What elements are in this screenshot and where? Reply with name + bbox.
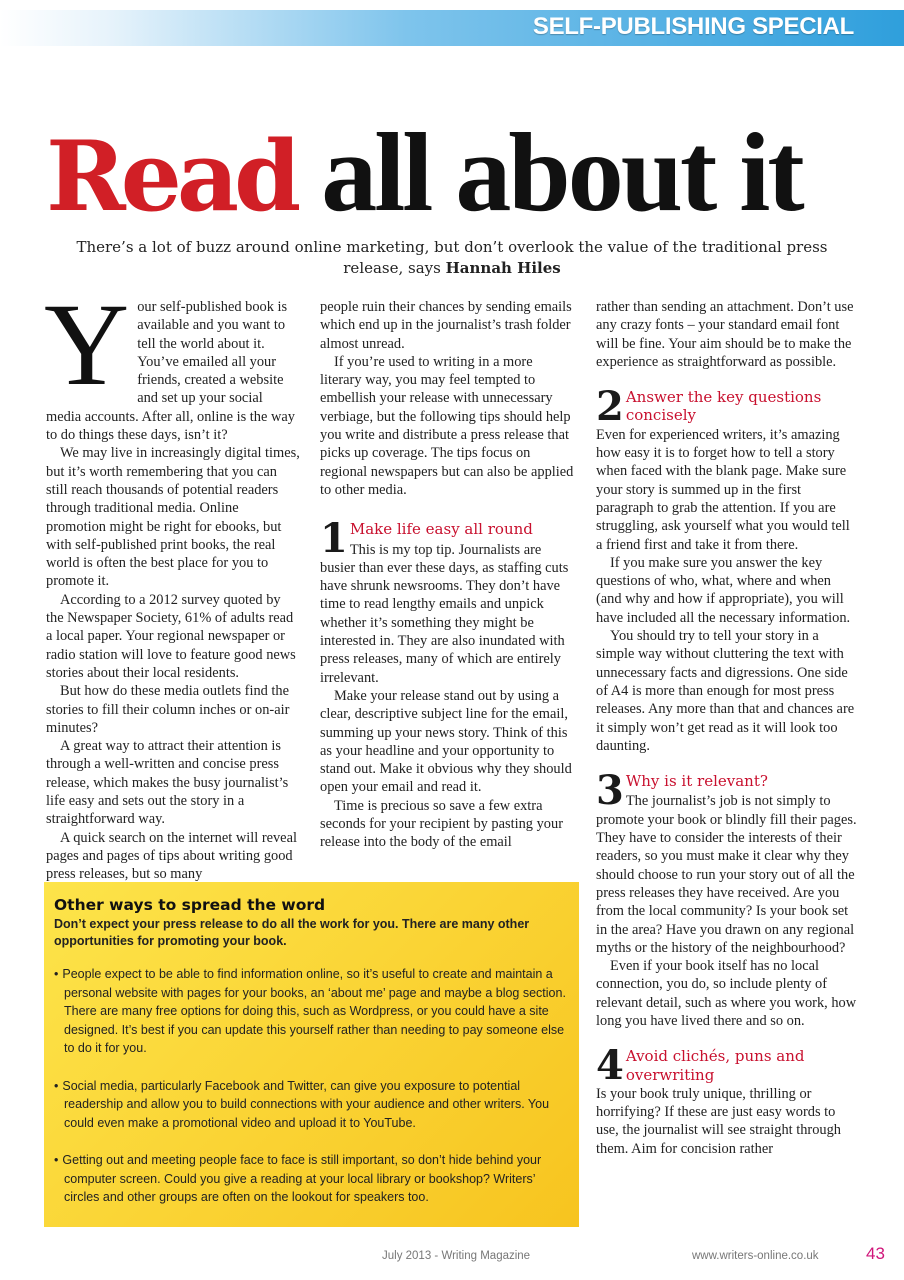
tip-number: 2 — [596, 389, 624, 426]
list-item: • People expect to be able to find information online, so it’s useful to create and maintain a personal website with pages for your books, an ‘about me’ page and maybe a blog section. There are many free options for doing this, such as Wordpress, or you could have a site designed. It’s best if you can update this yourself rather than needing to pay someone else to do it for you. — [54, 965, 569, 1058]
article-column-2 — [320, 298, 574, 852]
sidebar-box — [44, 882, 579, 1227]
drop-cap: Y — [44, 279, 130, 410]
body-paragraph: rather than sending an attachment. Don’t use any crazy fonts – your standard email font will be fine. Your aim should be to make the experience as straightforward as possible. — [596, 299, 854, 370]
tip-number: 3 — [596, 773, 624, 815]
article-column-1 — [44, 279, 300, 884]
body-paragraph: You should try to tell your story in a simple way without cluttering the text with unnecessary facts and digressions. One side of A4 is more than enough for most press releases. Any more than that and chances are it simply won’t get read as it will look too daunting. — [596, 628, 855, 754]
tip-title: Make life easy all round — [349, 521, 533, 539]
intro-paragraph — [44, 279, 300, 444]
article-column-3 — [596, 298, 858, 1158]
page-number: 43 — [866, 1244, 885, 1263]
body-paragraph: If you’re used to writing in a more literary way, you may feel tempted to embellish your release with unnecessary verbiage, but the following tips should help you write and distribute a press release that picks up coverage. The tips focus on regional newspapers but can also be applied to other media. — [320, 353, 574, 498]
banner-label: SELF-PUBLISHING SPECIAL — [532, 13, 854, 40]
intro-text: our self-published book is available and you want to tell the world about it. You’ve emailed all your friends, created a website and set up your social media accounts. After all, online is the way to do things these days, isn’t it? — [46, 299, 295, 444]
sidebar-intro: Don’t expect your press release to do all the work for you. There are many other opportunities for promoting your book. — [54, 917, 530, 948]
body-paragraph: people ruin their chances by sending emails which end up in the journalist’s trash folder almost unread. — [320, 299, 572, 352]
tip-title: Answer the key questions concisely — [625, 389, 822, 425]
tip-title: Avoid clichés, puns and overwriting — [625, 1048, 805, 1084]
tip-heading — [596, 389, 858, 426]
body-paragraph: Time is precious so save a few extra seconds for your recipient by pasting your release into the body of the email — [320, 797, 563, 851]
body-paragraph: The journalist’s job is not simply to promote your book or blindly fill their pages. They have to consider the interests of their readers, so you must make it clear why they should choose to run your story out of all the press releases they have received. Are you from the local community? Is your book set in the area? Have you drawn on any regional myths or the history of the neighbourhood? — [596, 793, 857, 956]
tip-title: Why is it relevant? — [625, 773, 768, 791]
tip-3 — [596, 773, 858, 1030]
footer-url: www.writers-online.co.uk — [692, 1250, 819, 1262]
body-paragraph: Make your release stand out by using a clear, descriptive subject line for the email, summing up your news story. Think of this as your headline and your opportunity to stand out. Make it obvious why they should open your email and read it. — [320, 687, 572, 796]
tip-number: 4 — [596, 1048, 624, 1085]
headline-red-word: Read — [46, 120, 297, 233]
standfirst-text: There’s a lot of buzz around online marketing, but don’t overlook the value of the traditional press release, says — [76, 238, 828, 277]
tip-2 — [596, 389, 858, 755]
body-paragraph: A great way to attract their attention is through a well-written and concise press release, which makes the busy journalist’s life easy and sets out the story in a straightforward way. — [46, 738, 289, 828]
tip-heading — [596, 1048, 858, 1085]
list-item: • Getting out and meeting people face to face is still important, so don’t hide behind your computer screen. Could you give a reading at your local library or bookshop? Writers’ circles and other groups are often on the lookout for speakers too. — [54, 1151, 569, 1207]
tip-heading — [320, 521, 574, 687]
body-paragraph: If you make sure you answer the key questions of who, what, where and when (and why and how if appropriate), you will have included all the necessary information. — [596, 554, 851, 626]
tip-heading — [596, 773, 858, 957]
body-paragraph: According to a 2012 survey quoted by the Newspaper Society, 61% of adults read a local paper. Your regional newspaper or radio station will love to feature good news stories about their local residents. — [46, 591, 296, 681]
headline-rest: all about it — [296, 111, 802, 235]
body-paragraph: Even for experienced writers, it’s amazing how easy it is to forget how to tell a story when faced with the blank page. Make sure your story is summed up in the first paragraph to grab the attention. If you are struggling, ask yourself what you would tell a friend first and take it from there. — [596, 426, 850, 553]
author-name: Hannah Hiles — [445, 259, 561, 277]
standfirst — [60, 237, 844, 279]
headline — [46, 111, 866, 238]
sidebar-title: Other ways to spread the word — [54, 896, 326, 914]
body-paragraph: Even if your book itself has no local connection, you do, so include plenty of relevant detail, such as where you work, how long you have lived there and so on. — [596, 958, 857, 1029]
footer-issue: July 2013 - Writing Magazine — [382, 1250, 531, 1262]
tip-number: 1 — [320, 521, 348, 563]
sidebar-list — [54, 965, 569, 1207]
body-paragraph: Is your book truly unique, thrilling or horrifying? If these are just easy words to use, the journalist will see straight through them. Aim for concision rather — [596, 1085, 841, 1157]
body-paragraph: We may live in increasingly digital times, but it’s worth remembering that you can still reach thousands of potential readers through traditional media. Online promotion might be right for ebooks, but with self-published print books, the real world is often the best place for you to promote it. — [46, 445, 300, 590]
list-item: • Social media, particularly Facebook and Twitter, can give you exposure to potential readership and allow you to build connections with your audience and other writers. You could even make a promotional video and upload it to YouTube. — [54, 1077, 569, 1133]
body-paragraph: This is my top tip. Journalists are busier than ever these days, as staffing cuts have shrunk newsrooms. They don’t have time to read lengthy emails and unpick whether it’s something they might be interested in. They are also inundated with press releases, many of which are entirely irrelevant. — [320, 541, 569, 686]
body-paragraph: But how do these media outlets find the stories to fill their column inches or on-air minutes? — [46, 683, 290, 736]
tip-1 — [320, 521, 574, 851]
section-banner — [0, 10, 904, 46]
body-paragraph: A quick search on the internet will reveal pages and pages of tips about writing good press releases, but so many — [46, 829, 297, 883]
tip-4 — [596, 1048, 858, 1158]
